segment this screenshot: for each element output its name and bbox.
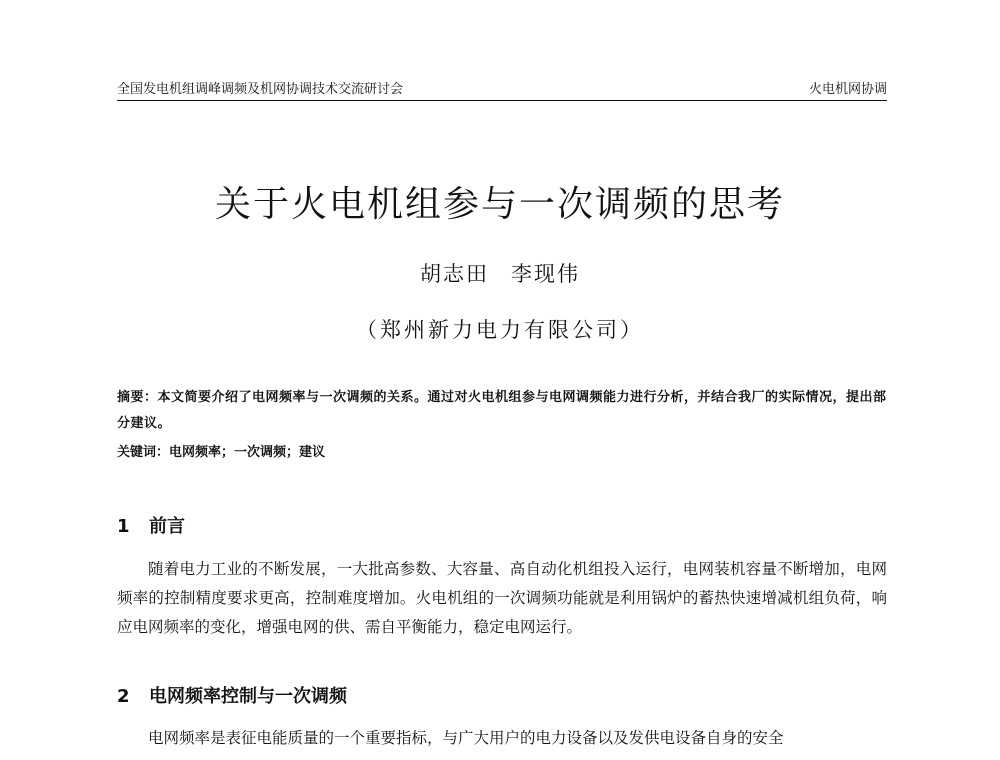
- affiliation: （郑州新力电力有限公司）: [356, 318, 644, 342]
- section-number: 2: [117, 686, 130, 707]
- section-number: 1: [117, 516, 130, 537]
- section-name: 火电机网协调: [808, 82, 887, 97]
- abstract-text: 本文简要介绍了电网频率与一次调频的关系。通过对火电机组参与电网调频能力进行分析，并结合我厂的实际情况，提出部分建议。: [117, 390, 887, 431]
- keywords-text: 电网频率；一次调频；建议: [169, 445, 326, 460]
- author-name: 李现伟: [511, 262, 580, 286]
- paper-title: 关于火电机组参与一次调频的思考: [214, 184, 785, 225]
- section-paragraph: 电网频率是表征电能质量的一个重要指标，与广大用户的电力设备以及发供电设备自身的安全: [148, 729, 784, 747]
- conference-name: 全国发电机组调峰调频及机网协调技术交流研讨会: [117, 82, 404, 97]
- section-title: 电网频率控制与一次调频: [149, 686, 347, 707]
- running-header: [117, 78, 887, 101]
- author-name: 胡志田: [420, 262, 489, 286]
- keywords-label: 关键词：: [117, 445, 170, 460]
- abstract: [117, 385, 887, 437]
- section-heading: [117, 512, 185, 538]
- keywords: [117, 440, 887, 466]
- author-list: [0, 258, 1000, 288]
- section-title: 前言: [149, 516, 185, 537]
- abstract-label: 摘要：: [117, 390, 158, 405]
- section-heading: [117, 682, 347, 708]
- section-paragraph: 随着电力工业的不断发展，一大批高参数、大容量、高自动化机组投入运行，电网装机容量不断增加，电网频率的控制精度要求更高，控制难度增加。火电机组的一次调频功能就是利用锅炉的蓄热快速增减机组负荷，响应电网频率的变化，增强电网的供、需自平衡能力，稳定电网运行。: [117, 560, 887, 636]
